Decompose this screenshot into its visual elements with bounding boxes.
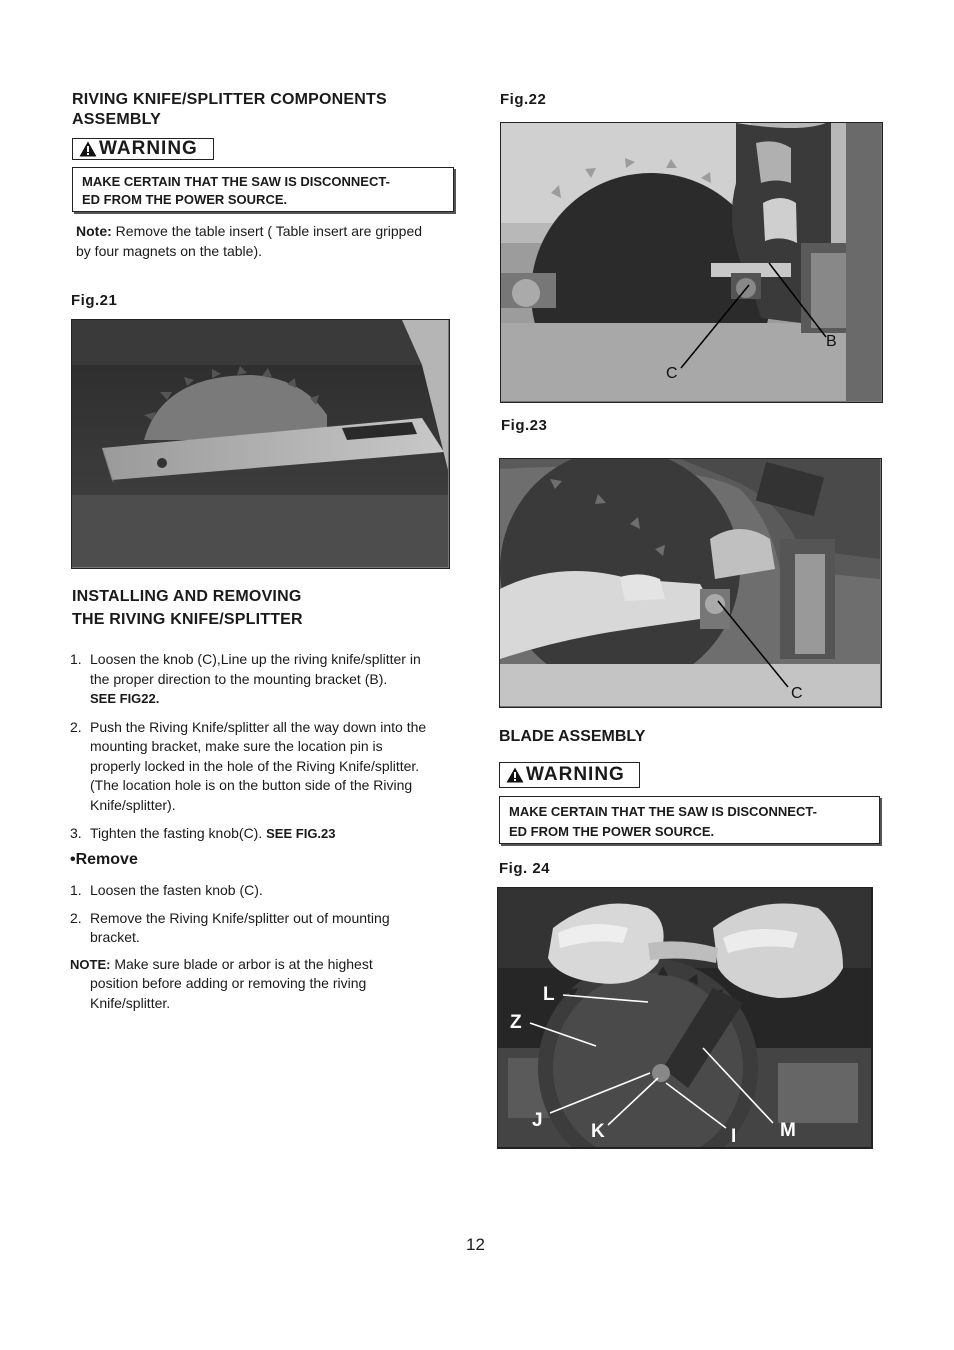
step-text: bracket. (90, 929, 140, 945)
step-number: 2. (70, 718, 82, 735)
warning-text: ED FROM THE POWER SOURCE. (509, 824, 715, 839)
list-item (70, 881, 455, 901)
fig23-photo (499, 458, 882, 708)
callout-k: K (591, 1121, 605, 1142)
note2-paragraph (70, 955, 455, 1014)
page-number: 12 (466, 1235, 485, 1254)
callout-i: I (731, 1126, 737, 1147)
remove-steps-list (70, 881, 455, 1013)
step-text: the proper direction to the mounting bracket (B). (90, 670, 388, 687)
step-text: Knife/splitter). (90, 796, 176, 813)
step-text: Remove the Riving Knife/splitter out of mounting (90, 909, 390, 926)
list-item (70, 718, 455, 816)
callout-b: B (826, 333, 837, 350)
callout-l: L (543, 984, 555, 1005)
note-text: Remove the table insert ( Table insert are gripped (111, 223, 423, 239)
step-text: (The location hole is on the button side of the Riving (90, 777, 413, 793)
step-text: properly locked in the hole of the Riving Knife/splitter. (90, 757, 420, 774)
warning-message-box (499, 796, 880, 844)
warning-label: WARNING (526, 764, 625, 785)
callout-c: C (791, 685, 803, 702)
section-title-installing (72, 585, 303, 631)
fig22-photo (500, 122, 883, 403)
title-line: INSTALLING AND REMOVING (72, 588, 302, 605)
step-number: 3. (70, 825, 82, 841)
step-text: Push the Riving Knife/splitter all the way down into the (90, 718, 427, 735)
warning-text: ED FROM THE POWER SOURCE. (82, 192, 288, 207)
fig24-photo (497, 887, 873, 1149)
warning-badge (499, 762, 640, 788)
step-number: 2. (70, 909, 82, 926)
fig21-label: Fig.21 (71, 292, 118, 309)
step-number: 1. (70, 882, 82, 898)
install-steps-list (70, 650, 455, 853)
warning-text: MAKE CERTAIN THAT THE SAW IS DISCONNECT- (509, 804, 817, 819)
note-label: Note: (76, 223, 112, 239)
note-paragraph (76, 222, 456, 261)
fig21-photo (71, 319, 450, 569)
title-line: ASSEMBLY (72, 111, 162, 128)
see-reference: SEE FIG22. (90, 691, 160, 706)
fig23-label: Fig.23 (501, 417, 548, 434)
blade-assembly-title: BLADE ASSEMBLY (499, 728, 646, 745)
note-text: Make sure blade or arbor is at the highest (110, 955, 373, 972)
fig24-label: Fig. 24 (499, 860, 551, 877)
list-item (70, 824, 455, 844)
see-reference: SEE FIG.23 (266, 826, 336, 841)
warning-triangle-icon (506, 767, 524, 783)
step-number: 1. (70, 651, 82, 667)
callout-m: M (780, 1120, 796, 1141)
step-text: Loosen the fasten knob (C). (90, 882, 263, 898)
callout-j: J (532, 1110, 543, 1131)
step-text: Loosen the knob (C),Line up the riving knife/splitter in (90, 651, 421, 667)
note-text: position before adding or removing the riving (90, 975, 367, 991)
callout-z: Z (510, 1012, 522, 1033)
title-line: RIVING KNIFE/SPLITTER COMPONENTS (72, 91, 387, 108)
warning-triangle-icon (79, 141, 97, 157)
title-line: THE RIVING KNIFE/SPLITTER (72, 611, 303, 628)
note-text: by four magnets on the table). (76, 242, 262, 259)
list-item (70, 650, 455, 709)
step-text: Tighten the fasting knob(C). (90, 825, 267, 841)
step-text: mounting bracket, make sure the location pin is (90, 738, 383, 754)
warning-badge (72, 138, 214, 160)
list-item (70, 909, 455, 948)
section-title-riving-knife (72, 90, 387, 130)
fig22-label: Fig.22 (500, 91, 547, 108)
warning-text: MAKE CERTAIN THAT THE SAW IS DISCONNECT- (82, 174, 390, 189)
remove-title: •Remove (70, 851, 138, 868)
note-text: Knife/splitter. (90, 994, 171, 1011)
callout-c: C (666, 365, 678, 382)
warning-label: WARNING (99, 138, 198, 159)
note-label: NOTE: (70, 956, 111, 972)
warning-message-box (72, 167, 454, 212)
